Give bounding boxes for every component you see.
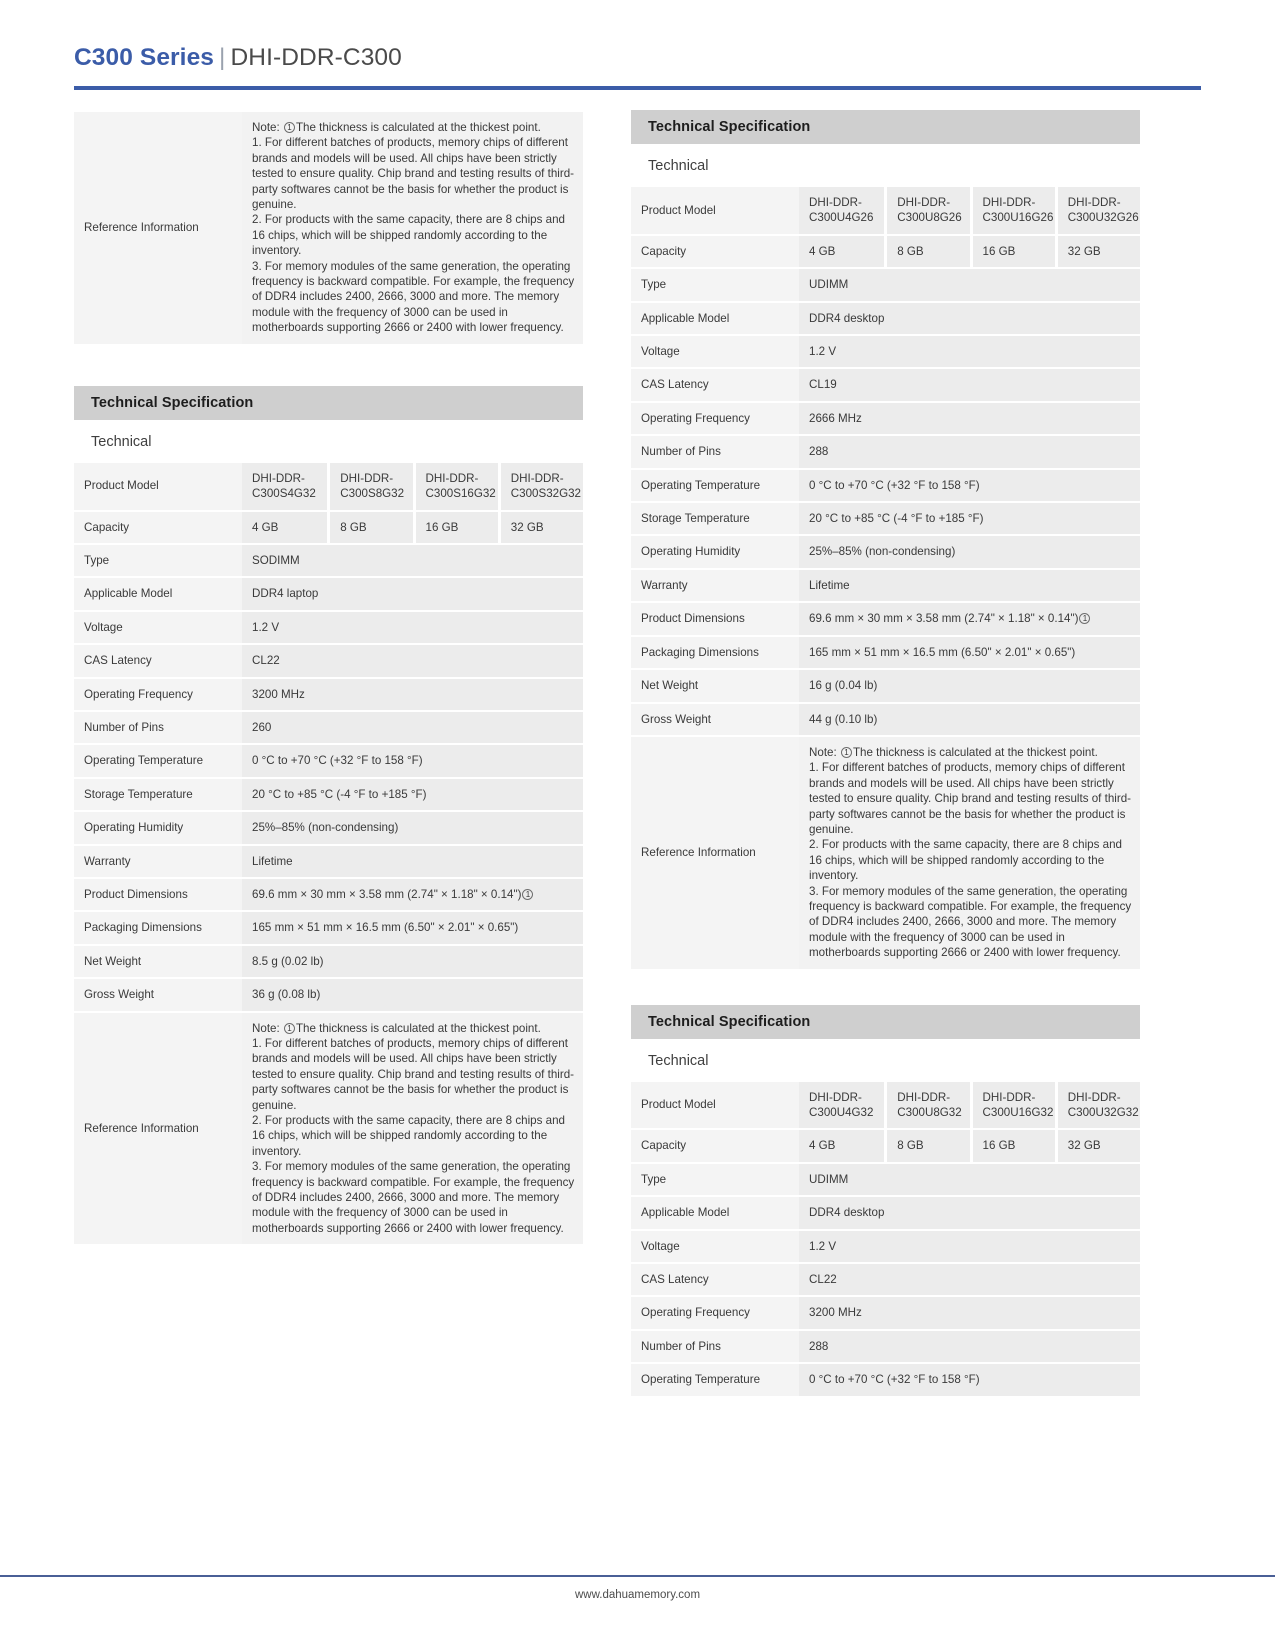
table-row (631, 1364, 1140, 1395)
cell-voltage: 1.2 V (242, 612, 583, 643)
row-label-reference-information: Reference Information (74, 1013, 242, 1245)
cell-capacity-2: 8 GB (884, 1130, 969, 1161)
table-row (631, 1264, 1140, 1295)
table-row (631, 1164, 1140, 1195)
row-label-storage-temperature: Storage Temperature (631, 503, 799, 534)
cell-capacity-1: 4 GB (799, 236, 884, 267)
cell-cas-latency: CL22 (799, 1264, 1140, 1295)
cell-operating-temperature: 0 °C to +70 °C (+32 °F to 158 °F) (799, 470, 1140, 501)
table-row (631, 236, 1140, 267)
row-label-operating-humidity: Operating Humidity (74, 812, 242, 843)
row-label-gross-weight: Gross Weight (631, 704, 799, 735)
row-label-type: Type (74, 545, 242, 576)
cell-voltage: 1.2 V (799, 1231, 1140, 1262)
page-header (74, 44, 1201, 72)
table-row (631, 503, 1140, 534)
cell-packaging-dimensions: 165 mm × 51 mm × 16.5 mm (6.50" × 2.01" × 0.65") (242, 912, 583, 943)
footer-url: www.dahuamemory.com (574, 1589, 701, 1601)
row-label-warranty: Warranty (74, 846, 242, 877)
row-label-cas-latency: CAS Latency (631, 1264, 799, 1295)
table-row (74, 645, 583, 676)
row-label-packaging-dimensions: Packaging Dimensions (631, 637, 799, 668)
cell-product-model-4: DHI-DDR-C300S32G32 (498, 463, 583, 510)
table-row (631, 704, 1140, 735)
row-label-voltage: Voltage (74, 612, 242, 643)
table-row (74, 812, 583, 843)
spacer (631, 971, 1140, 1005)
table-row (631, 1197, 1140, 1228)
row-label-operating-temperature: Operating Temperature (631, 470, 799, 501)
table-row (631, 436, 1140, 467)
row-label-net-weight: Net Weight (74, 946, 242, 977)
spec-subtitle: Technical (648, 158, 709, 174)
cell-capacity-3: 16 GB (970, 236, 1055, 267)
row-label-warranty: Warranty (631, 570, 799, 601)
row-label-number-of-pins: Number of Pins (74, 712, 242, 743)
row-label-applicable-model: Applicable Model (631, 303, 799, 334)
row-label-operating-frequency: Operating Frequency (631, 403, 799, 434)
spacer (74, 346, 583, 386)
row-label-operating-frequency: Operating Frequency (74, 679, 242, 710)
row-label-operating-temperature: Operating Temperature (74, 745, 242, 776)
spec-subtitle: Technical (648, 1052, 709, 1069)
spec-banner: Technical Specification (631, 110, 1140, 144)
table-row (74, 578, 583, 609)
table-row (631, 187, 1140, 234)
reference-information-table-continued (74, 110, 583, 346)
cell-product-model-2: DHI-DDR-C300U8G32 (884, 1082, 969, 1129)
cell-number-of-pins: 288 (799, 1331, 1140, 1362)
row-label-applicable-model: Applicable Model (631, 1197, 799, 1228)
cell-product-model-1: DHI-DDR-C300S4G32 (242, 463, 327, 510)
cell-capacity-4: 32 GB (1055, 1130, 1140, 1161)
table-row (631, 1297, 1140, 1328)
cell-product-model-2: DHI-DDR-C300S8G32 (327, 463, 412, 510)
cell-product-model-3: DHI-DDR-C300U16G32 (970, 1082, 1055, 1129)
row-label-number-of-pins: Number of Pins (631, 1331, 799, 1362)
note-line-3: 3. For memory modules of the same generation, the operating frequency is backward compatible. For example, the frequency of DDR4 includes 2400, 2666, 3000 and more. The memory module with the frequency of 3000 can be used in motherboards supporting 2666 or 2400 with lower frequency. (809, 884, 1132, 960)
row-label-net-weight: Net Weight (631, 670, 799, 701)
table-row (631, 1082, 1140, 1129)
table-row (631, 269, 1140, 300)
table-row (631, 637, 1140, 668)
cell-capacity-1: 4 GB (799, 1130, 884, 1161)
cell-operating-humidity: 25%–85% (non-condensing) (242, 812, 583, 843)
cell-number-of-pins: 288 (799, 436, 1140, 467)
spec-block-udimm-2666 (631, 110, 1140, 971)
cell-warranty: Lifetime (799, 570, 1140, 601)
cell-gross-weight: 44 g (0.10 lb) (799, 704, 1140, 735)
table-row (74, 112, 583, 344)
cell-type: SODIMM (242, 545, 583, 576)
note-line-1: 1. For different batches of products, memory chips of different brands and models will be used. All chips have been strictly tested to ensure quality. Chip brand and testing results of third-party softwares cannot be the basis for whether the product is genuine. (809, 761, 1132, 836)
table-row (74, 712, 583, 743)
cell-voltage: 1.2 V (799, 336, 1140, 367)
reference-information-note (242, 1013, 583, 1245)
table-row (631, 470, 1140, 501)
row-label-type: Type (631, 1164, 799, 1195)
row-label-cas-latency: CAS Latency (631, 369, 799, 400)
cell-net-weight: 16 g (0.04 lb) (799, 670, 1140, 701)
reference-information-note (799, 737, 1140, 969)
cell-packaging-dimensions: 165 mm × 51 mm × 16.5 mm (6.50" × 2.01" × 0.65") (799, 637, 1140, 668)
table-row (74, 979, 583, 1010)
row-label-product-model: Product Model (631, 187, 799, 234)
cell-capacity-2: 8 GB (327, 512, 412, 543)
cell-gross-weight: 36 g (0.08 lb) (242, 979, 583, 1010)
row-label-packaging-dimensions: Packaging Dimensions (74, 912, 242, 943)
table-row (74, 912, 583, 943)
footnote-marker-icon: 1 (284, 122, 295, 133)
row-label-operating-humidity: Operating Humidity (631, 536, 799, 567)
cell-product-model-3: DHI-DDR-C300S16G32 (413, 463, 498, 510)
cell-storage-temperature: 20 °C to +85 °C (-4 °F to +185 °F) (242, 779, 583, 810)
row-label-cas-latency: CAS Latency (74, 645, 242, 676)
spec-table-sodimm-3200 (74, 461, 583, 1247)
row-label-operating-temperature: Operating Temperature (631, 1364, 799, 1395)
footnote-marker-icon: 1 (1079, 613, 1090, 624)
table-row (74, 612, 583, 643)
cell-product-model-2: DHI-DDR-C300U8G26 (884, 187, 969, 234)
table-row (74, 879, 583, 910)
row-label-applicable-model: Applicable Model (74, 578, 242, 609)
table-row (631, 670, 1140, 701)
note-line-2: 2. For products with the same capacity, there are 8 chips and 16 chips, which will be shipped randomly according to the inventory. (252, 213, 565, 258)
footer-divider (0, 1575, 1275, 1577)
cell-capacity-4: 32 GB (498, 512, 583, 543)
page-title-separator: | (219, 44, 226, 71)
table-row (631, 603, 1140, 634)
table-row (74, 512, 583, 543)
table-row (631, 1231, 1140, 1262)
row-label-reference-information: Reference Information (74, 112, 242, 344)
table-row (631, 737, 1140, 969)
row-label-product-model: Product Model (631, 1082, 799, 1129)
spec-block-udimm-3200 (631, 1005, 1140, 1398)
footnote-marker-icon: 1 (522, 889, 533, 900)
cell-operating-frequency: 2666 MHz (799, 403, 1140, 434)
spec-table-udimm-3200 (631, 1080, 1140, 1398)
cell-product-dimensions: 69.6 mm × 30 mm × 3.58 mm (2.74" × 1.18" × 0.14") 1 (242, 879, 583, 910)
cell-operating-frequency: 3200 MHz (242, 679, 583, 710)
row-label-voltage: Voltage (631, 1231, 799, 1262)
cell-capacity-3: 16 GB (413, 512, 498, 543)
spec-banner: Technical Specification (74, 386, 583, 420)
row-label-reference-information: Reference Information (631, 737, 799, 969)
row-label-product-dimensions: Product Dimensions (74, 879, 242, 910)
table-row (74, 745, 583, 776)
table-row (74, 1013, 583, 1245)
cell-product-model-1: DHI-DDR-C300U4G26 (799, 187, 884, 234)
spec-banner: Technical Specification (631, 1005, 1140, 1039)
table-row (74, 463, 583, 510)
spec-block-sodimm-3200 (74, 386, 583, 1247)
note-line-0: Note: 1 The thickness is calculated at the thickest point. (809, 745, 1098, 759)
table-row (631, 336, 1140, 367)
row-label-type: Type (631, 269, 799, 300)
cell-warranty: Lifetime (242, 846, 583, 877)
table-row (74, 679, 583, 710)
cell-number-of-pins: 260 (242, 712, 583, 743)
row-label-voltage: Voltage (631, 336, 799, 367)
table-row (631, 303, 1140, 334)
note-line-2: 2. For products with the same capacity, there are 8 chips and 16 chips, which will be shipped randomly according to the inventory. (809, 838, 1122, 883)
cell-operating-temperature: 0 °C to +70 °C (+32 °F to 158 °F) (242, 745, 583, 776)
cell-capacity-2: 8 GB (884, 236, 969, 267)
row-label-capacity: Capacity (74, 512, 242, 543)
row-label-capacity: Capacity (631, 236, 799, 267)
cell-cas-latency: CL22 (242, 645, 583, 676)
row-label-number-of-pins: Number of Pins (631, 436, 799, 467)
row-label-operating-frequency: Operating Frequency (631, 1297, 799, 1328)
cell-product-model-4: DHI-DDR-C300U32G26 (1055, 187, 1140, 234)
cell-type: UDIMM (799, 269, 1140, 300)
cell-capacity-4: 32 GB (1055, 236, 1140, 267)
cell-storage-temperature: 20 °C to +85 °C (-4 °F to +185 °F) (799, 503, 1140, 534)
footnote-marker-icon: 1 (284, 1023, 295, 1034)
spec-table-udimm-2666 (631, 185, 1140, 971)
row-label-capacity: Capacity (631, 1130, 799, 1161)
right-column (631, 110, 1140, 1398)
cell-product-model-4: DHI-DDR-C300U32G32 (1055, 1082, 1140, 1129)
note-line-0: Note: 1 The thickness is calculated at the thickest point. (252, 121, 541, 134)
footnote-marker-icon: 1 (841, 747, 852, 758)
table-row (631, 1130, 1140, 1161)
row-label-product-dimensions: Product Dimensions (631, 603, 799, 634)
row-label-storage-temperature: Storage Temperature (74, 779, 242, 810)
cell-cas-latency: CL19 (799, 369, 1140, 400)
cell-operating-temperature: 0 °C to +70 °C (+32 °F to 158 °F) (799, 1364, 1140, 1395)
table-row (631, 403, 1140, 434)
spec-subtitle: Technical (91, 433, 152, 450)
cell-product-dimensions: 69.6 mm × 30 mm × 3.58 mm (2.74" × 1.18" × 0.14") 1 (799, 603, 1140, 634)
note-line-3: 3. For memory modules of the same generation, the operating frequency is backward compatible. For example, the frequency of DDR4 includes 2400, 2666, 3000 and more. The memory module with the frequency of 3000 can be used in motherboards supporting 2666 or 2400 with lower frequency. (252, 259, 575, 335)
cell-product-model-3: DHI-DDR-C300U16G26 (970, 187, 1055, 234)
note-line-2: 2. For products with the same capacity, there are 8 chips and 16 chips, which will be shipped randomly according to the inventory. (252, 1114, 565, 1158)
table-row (631, 369, 1140, 400)
cell-applicable-model: DDR4 desktop (799, 303, 1140, 334)
cell-product-model-1: DHI-DDR-C300U4G32 (799, 1082, 884, 1129)
page-title-model: DHI-DDR-C300 (230, 44, 402, 71)
page-title (74, 44, 1201, 72)
table-row (631, 1331, 1140, 1362)
table-row (631, 570, 1140, 601)
table-row (74, 946, 583, 977)
note-line-0: Note: 1 The thickness is calculated at the thickest point. (252, 1021, 541, 1035)
table-row (74, 846, 583, 877)
cell-operating-frequency: 3200 MHz (799, 1297, 1140, 1328)
table-row (631, 536, 1140, 567)
note-line-1: 1. For different batches of products, memory chips of different brands and models will be used. All chips have been strictly tested to ensure quality. Chip brand and testing results of third-party softwares cannot be the basis for whether the product is genuine. (252, 1037, 575, 1112)
table-row (74, 779, 583, 810)
header-divider (74, 86, 1201, 90)
note-line-3: 3. For memory modules of the same generation, the operating frequency is backward compatible. For example, the frequency of DDR4 includes 2400, 2666, 3000 and more. The memory module with the frequency of 3000 can be used in motherboards supporting 2666 or 2400 with lower frequency. (252, 1160, 575, 1235)
cell-capacity-3: 16 GB (970, 1130, 1055, 1161)
cell-operating-humidity: 25%–85% (non-condensing) (799, 536, 1140, 567)
cell-applicable-model: DDR4 desktop (799, 1197, 1140, 1228)
reference-information-note (242, 112, 583, 344)
row-label-product-model: Product Model (74, 463, 242, 510)
table-row (74, 545, 583, 576)
page-title-series: C300 Series (74, 44, 215, 71)
left-column (74, 110, 583, 1246)
cell-applicable-model: DDR4 laptop (242, 578, 583, 609)
cell-net-weight: 8.5 g (0.02 lb) (242, 946, 583, 977)
note-line-1: 1. For different batches of products, memory chips of different brands and models will be used. All chips have been strictly tested to ensure quality. Chip brand and testing results of third-party softwares cannot be the basis for whether the product is genuine. (252, 136, 575, 212)
cell-type: UDIMM (799, 1164, 1140, 1195)
row-label-gross-weight: Gross Weight (74, 979, 242, 1010)
cell-capacity-1: 4 GB (242, 512, 327, 543)
